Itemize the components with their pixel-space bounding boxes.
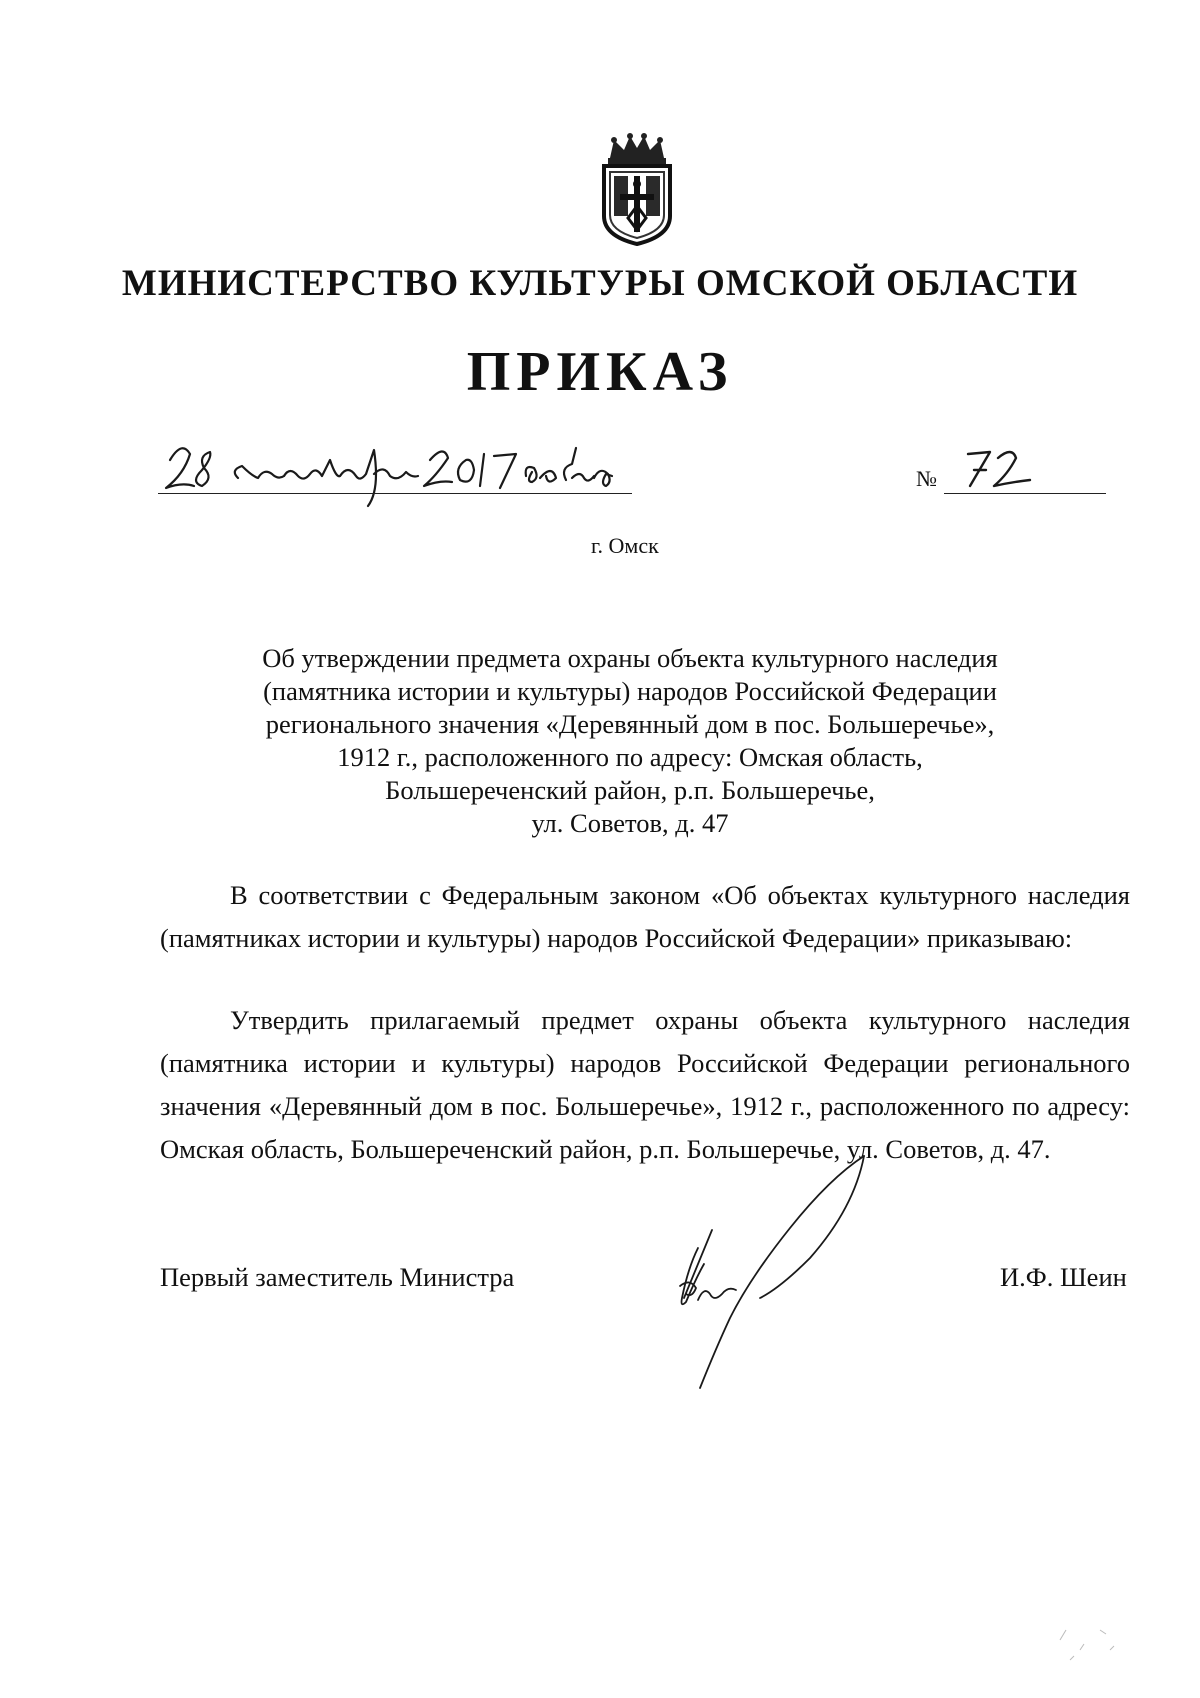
document-type: ПРИКАЗ: [466, 341, 734, 403]
body-paragraph-2: Утвердить прилагаемый предмет охраны объекта культурного наследия (памятника истории и культуры) народов Российской Федерации регионального значения «Деревянный дом в пос. Большеречье», 1912 г., расположенного по адресу: Омская область, Большереченский район, р.п. Большеречье, ул. Советов, д. 47.: [160, 1005, 1130, 1164]
body-paragraph-1-block: [160, 874, 1130, 960]
city: г. Омск: [591, 533, 659, 558]
title-line: (памятника истории и культуры) народов Российской Федерации: [263, 676, 997, 706]
title-line: регионального значения «Деревянный дом в пос. Большеречье»,: [265, 709, 995, 739]
number-underline: [944, 493, 1106, 494]
title-line: 1912 г., расположенного по адресу: Омская область,: [337, 742, 923, 772]
signer-title: Первый заместитель Министра: [160, 1262, 515, 1292]
signer-name: И.Ф. Шеин: [1000, 1262, 1127, 1292]
body-paragraph-2-block: [160, 999, 1130, 1171]
body-paragraph-1: В соответствии с Федеральным законом «Об объектах культурного наследия (памятниках истории и культуры) народов Российской Федерации» приказываю:: [160, 880, 1130, 953]
title-line: ул. Советов, д. 47: [531, 808, 729, 838]
coat-of-arms-icon: [596, 132, 678, 246]
signature-icon: [640, 1148, 880, 1398]
handwritten-number: [960, 440, 1040, 494]
title-line: Большереченский район, р.п. Большеречье,: [385, 775, 875, 805]
handwritten-date: [160, 420, 640, 510]
title-line: Об утверждении предмета охраны объекта культурного наследия: [262, 643, 998, 673]
scan-noise: [1040, 1600, 1160, 1680]
order-title: [200, 642, 1060, 840]
number-sign: №: [916, 466, 937, 491]
ministry-name: МИНИСТЕРСТВО КУЛЬТУРЫ ОМСКОЙ ОБЛАСТИ: [121, 263, 1079, 304]
date-underline: [158, 493, 632, 494]
